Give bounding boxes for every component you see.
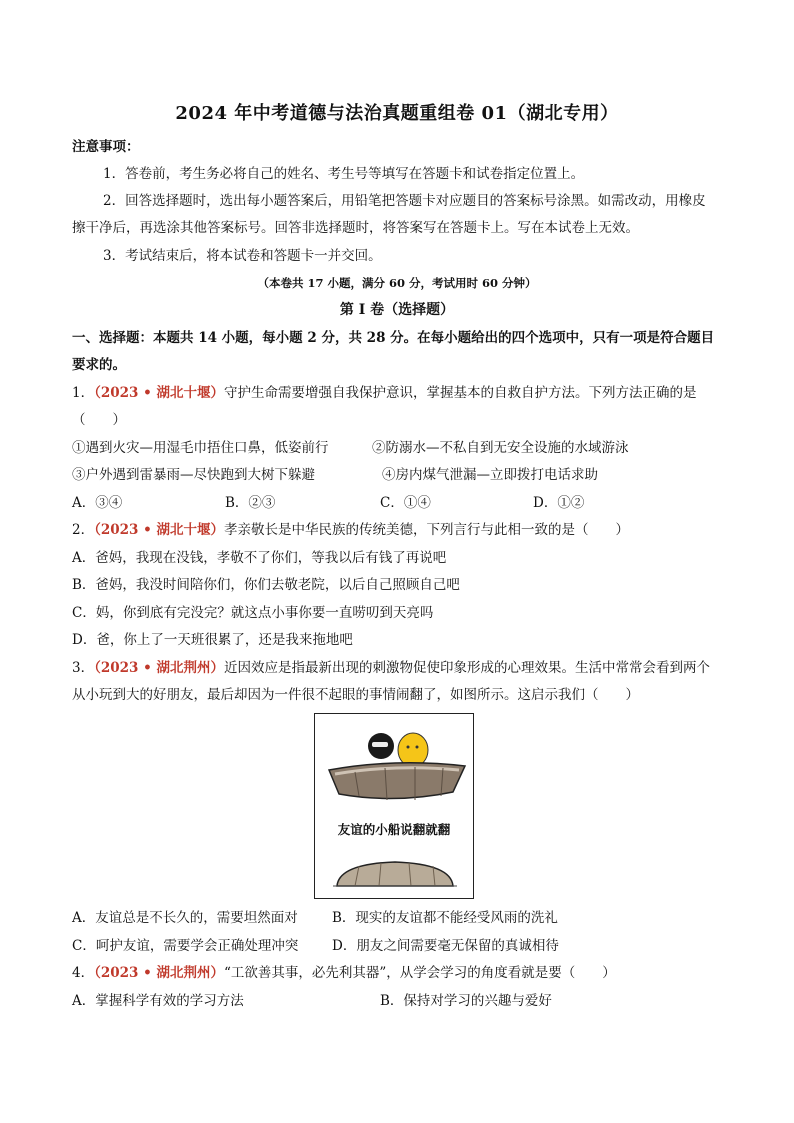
figure-caption: 友谊的小船说翻就翻 [337,822,451,837]
option-b[interactable]: B．保持对学习的兴趣与爱好 [380,993,552,1009]
notice-item: 2．回答选择题时，选出每小题答案后，用铅笔把答题卡对应题目的答案标号涂黑。如需改动，用橡皮 [103,193,706,209]
question-number: 2． [72,522,95,538]
section-intro: 要求的。 [72,357,126,373]
option-a[interactable]: A．友谊总是不长久的，需要坦然面对 [72,910,298,926]
boat-capsized-icon [337,862,453,886]
option-b[interactable]: B．②③ [225,495,276,511]
question-1-stem [72,383,696,403]
option-d[interactable]: D．①② [533,495,585,511]
option-a[interactable]: A．掌握科学有效的学习方法 [72,993,244,1009]
option-c[interactable]: C．妈，你到底有完没完？就这点小事你要一直唠叨到天亮吗 [72,605,434,621]
question-source: （2023 • 湖北荆州） [94,965,224,981]
option-c[interactable]: C．①④ [380,495,431,511]
question-text: 守护生命需要增强自我保护意识，掌握基本的自救自护方法。下列方法正确的是 [223,385,697,401]
option-d[interactable]: D．朋友之间需要毫无保留的真诚相待 [332,938,559,954]
question-3-stem [72,658,710,678]
statement-3: ③户外遇到雷暴雨—尽快跑到大树下躲避 [72,467,315,483]
option-b[interactable]: B．现实的友谊都不能经受风雨的洗礼 [332,910,558,926]
question-source: （2023 • 湖北十堰） [94,385,224,401]
option-a[interactable]: A．爸妈，我现在没钱，孝敬不了你们，等我以后有钱了再说吧 [72,550,447,566]
yellow-character-icon [398,733,428,767]
notice-heading: 注意事项： [72,139,140,155]
question-text: 近因效应是指最新出现的刺激物促使印象形成的心理效果。生活中常常会看到两个 [223,660,710,676]
option-c[interactable]: C．呵护友谊，需要学会正确处理冲突 [72,938,299,954]
boat-illustration-icon [315,714,473,898]
question-text: 孝亲敬长是中华民族的传统美德，下列言行与此相一致的是（ ） [223,522,629,538]
notice-item: 擦干净后，再选涂其他答案标号。回答非选择题时，将答案写在答题卡上。写在本试卷上无效。 [72,220,639,236]
option-b[interactable]: B．爸妈，我没时间陪你们，你们去敬老院，以后自己照顾自己吧 [72,577,460,593]
question-number: 1． [72,385,95,401]
question-2-stem [72,520,629,540]
question-number: 3． [72,660,95,676]
statement-4: ④房内煤气泄漏—立即拨打电话求助 [382,467,598,483]
question-text: “工欲善其事，必先利其器”，从学会学习的角度看就是要（ ） [223,965,616,981]
friendship-boat-figure [314,713,474,899]
notice-item: 3．考试结束后，将本试卷和答题卡一并交回。 [103,248,382,264]
section-intro: 一、选择题：本题共 14 小题，每小题 2 分，共 28 分。在每小题给出的四个选项中，只有一项是符合题目 [72,330,715,346]
notice-item: 1．答卷前，考生务必将自己的姓名、考生号等填写在答题卡和试卷指定位置上。 [103,166,585,182]
statement-2: ②防溺水—不私自到无安全设施的水域游泳 [372,440,629,456]
section-title: 第 I 卷（选择题） [339,302,455,318]
question-3-stem-cont: 从小玩到大的好朋友，最后却因为一件很不起眼的事情闹翻了，如图所示。这启示我们（ ） [72,687,639,703]
question-1-stem-cont: （ ） [72,412,126,428]
question-source: （2023 • 湖北荆州） [94,660,224,676]
statement-1: ①遇到火灾—用湿毛巾捂住口鼻，低姿前行 [72,440,329,456]
question-number: 4． [72,965,95,981]
question-source: （2023 • 湖北十堰） [94,522,224,538]
option-a[interactable]: A．③④ [72,495,123,511]
page-title: 2024 年中考道德与法治真题重组卷 01（湖北专用） [175,103,619,124]
option-d[interactable]: D．爸，你上了一天班很累了，还是我来拖地吧 [72,632,353,648]
question-4-stem [72,963,616,983]
exam-info: （本卷共 17 小题，满分 60 分，考试用时 60 分钟） [257,276,537,290]
